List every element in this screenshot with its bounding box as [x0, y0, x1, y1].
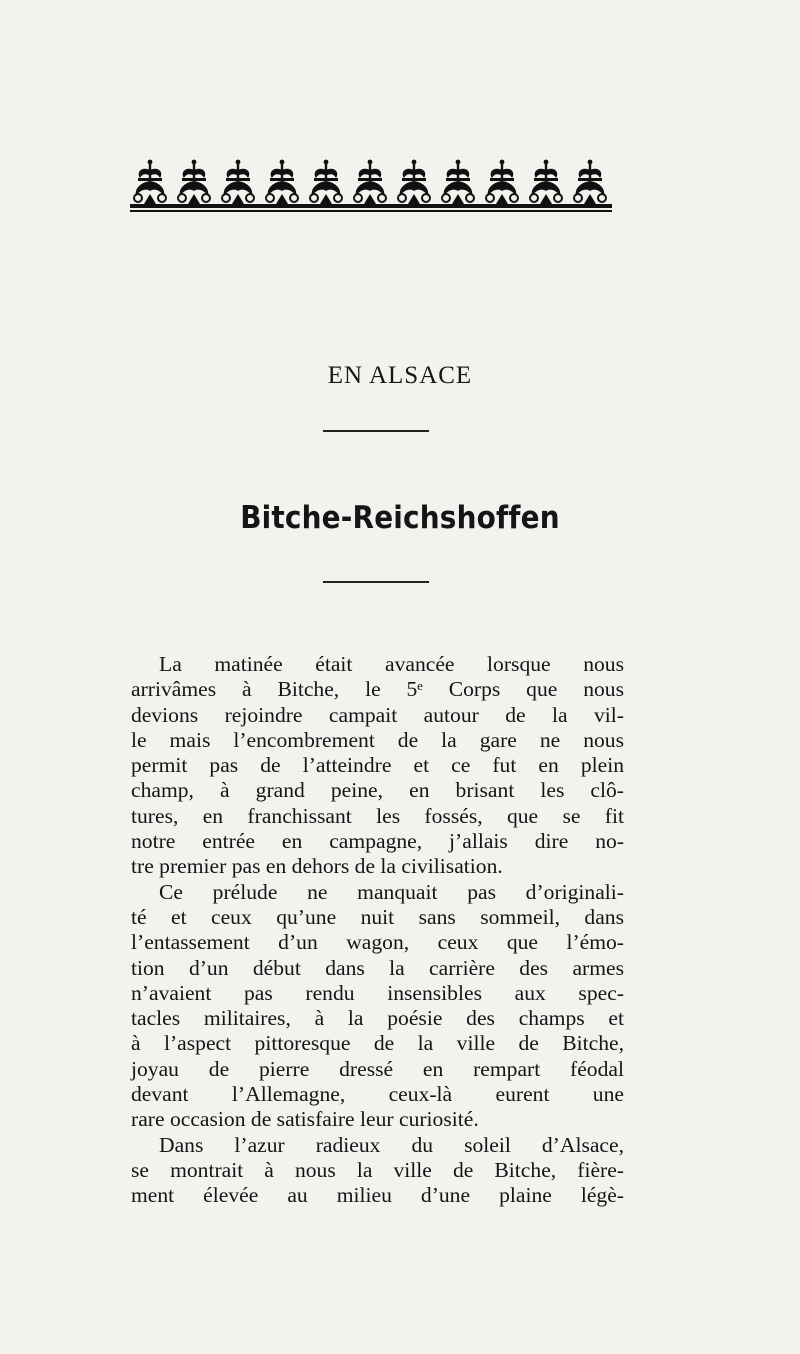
text-line: ment élevée au milieu d’une plaine légè-	[131, 1183, 624, 1208]
text-line: permit pas de l’atteindre et ce fut en plein	[131, 753, 624, 778]
text-line: devions rejoindre campait autour de la vil-	[131, 702, 624, 727]
text-line: se montrait à nous la ville de Bitche, fière-	[131, 1157, 624, 1182]
text-line: notre entrée en campagne, j’allais dire no-	[131, 829, 624, 854]
text-line: champ, à grand peine, en brisant les clô-	[131, 778, 624, 803]
chapter-title: Bitche-Reichshoffen	[240, 500, 560, 536]
text-line: tures, en franchissant les fossés, que se fit	[131, 803, 624, 828]
text-line: l’entassement d’un wagon, ceux que l’émo-	[131, 930, 624, 955]
text-line: le mais l’encombrement de la gare ne nous	[131, 727, 624, 752]
section-title: EN ALSACE	[327, 362, 473, 389]
text-line: tion d’un début dans la carrière des armes	[131, 955, 624, 980]
text-line: Ce prélude ne manquait pas d’originali-	[159, 879, 624, 904]
title-divider-bottom	[323, 581, 429, 583]
text-line: rare occasion de satisfaire leur curiosité.	[131, 1107, 479, 1132]
text-line: tacles militaires, à la poésie des champs et	[131, 1006, 624, 1031]
text-line: arrivâmes à Bitche, le 5ᵉ Corps que nous	[131, 677, 624, 702]
text-line: Dans l’azur radieux du soleil d’Alsace,	[159, 1132, 624, 1157]
text-line: La matinée était avancée lorsque nous	[159, 652, 624, 676]
body-text	[131, 652, 624, 1209]
text-line: devant l’Allemagne, ceux-là eurent une	[131, 1082, 624, 1107]
text-line: tre premier pas en dehors de la civilisation.	[131, 854, 503, 879]
text-line: à l’aspect pittoresque de la ville de Bitche,	[131, 1031, 624, 1056]
text-line: n’avaient pas rendu insensibles aux spec-	[131, 980, 624, 1005]
text-line: té et ceux qu’une nuit sans sommeil, dans	[131, 904, 624, 929]
text-line: joyau de pierre dressé en rempart féodal	[131, 1056, 624, 1081]
title-divider-top	[323, 430, 429, 432]
decorative-headpiece-ornament	[130, 158, 612, 214]
